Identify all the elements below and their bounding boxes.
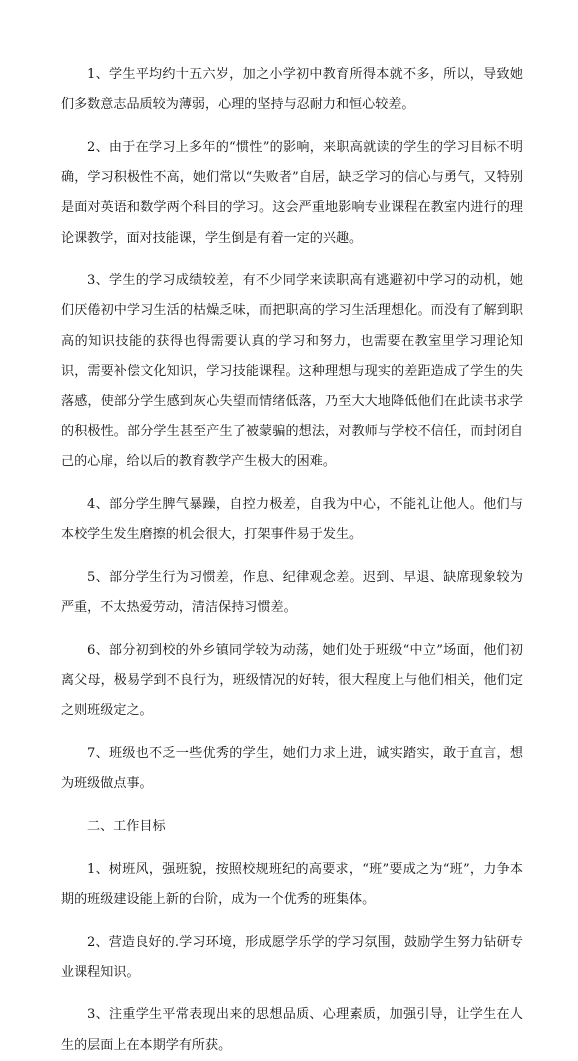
paragraph-7: 7、班级也不乏一些优秀的学生，她们力求上进，诚实踏实，敢于直言，想为班级做点事。	[61, 746, 523, 792]
paragraph-2: 2、由于在学习上多年的“惯性”的影响，来职高就读的学生的学习目标不明确，学习积极性不高，她们常以“失败者”自居，缺乏学习的信心与勇气，又特别是面对英语和数学两个科目的学习。这会严重地影响专业课程在教室内进行的理论课教学，面对技能课，学生倒是有着一定的兴趣。	[61, 139, 523, 246]
paragraph-4: 4、部分学生脾气暴躁，自控力极差，自我为中心，不能礼让他人。他们与本校学生发生磨擦的机会很大，打架事件易于发生。	[61, 497, 523, 543]
paragraph-5: 5、部分学生行为习惯差，作息、纪律观念差。迟到、早退、缺席现象较为严重，不太热爱劳动，清洁保持习惯差。	[61, 570, 523, 616]
paragraph-3: 3、学生的学习成绩较差，有不少同学来读职高有逃避初中学习的动机，她们厌倦初中学习生活的枯燥乏味，而把职高的学习生活理想化。而没有了解到职高的知识技能的获得也得需要认真的学习和努力，也需要在教室里学习理论知识，需要补偿文化知识，学习技能课程。这种理想与现实的差距造成了学生的失落感，使部分学生感到灰心失望而情绪低落，乃至大大地降低他们在此读书求学的积极性。部分学生甚至产生了被蒙骗的想法，对教师与学校不信任，而封闭自己的心扉，给以后的教育教学产生极大的困难。	[61, 273, 523, 470]
goal-2: 2、营造良好的.学习环境，形成愿学乐学的学习氛围，鼓励学生努力钻研专业课程知识。	[61, 934, 523, 980]
goal-1: 1、树班风，强班貌，按照校规班纪的高要求，“班”要成之为“班”，力争本期的班级建设能上新的台阶，成为一个优秀的班集体。	[61, 861, 523, 907]
section-heading: 二、工作目标	[87, 818, 166, 834]
goal-3: 3、注重学生平常表现出来的思想品质、心理素质，加强引导，让学生在人生的层面上在本期学有所获。	[61, 1007, 523, 1053]
paragraph-1: 1、学生平均约十五六岁，加之小学初中教育所得本就不多，所以，导致她们多数意志品质较为薄弱，心理的坚持与忍耐力和恒心较差。	[61, 67, 523, 113]
paragraph-6: 6、部分初到校的外乡镇同学较为动荡，她们处于班级“中立”场面，他们初离父母，极易学到不良行为，班级情况的好转，很大程度上与他们相关，他们定之则班级定之。	[61, 642, 523, 719]
